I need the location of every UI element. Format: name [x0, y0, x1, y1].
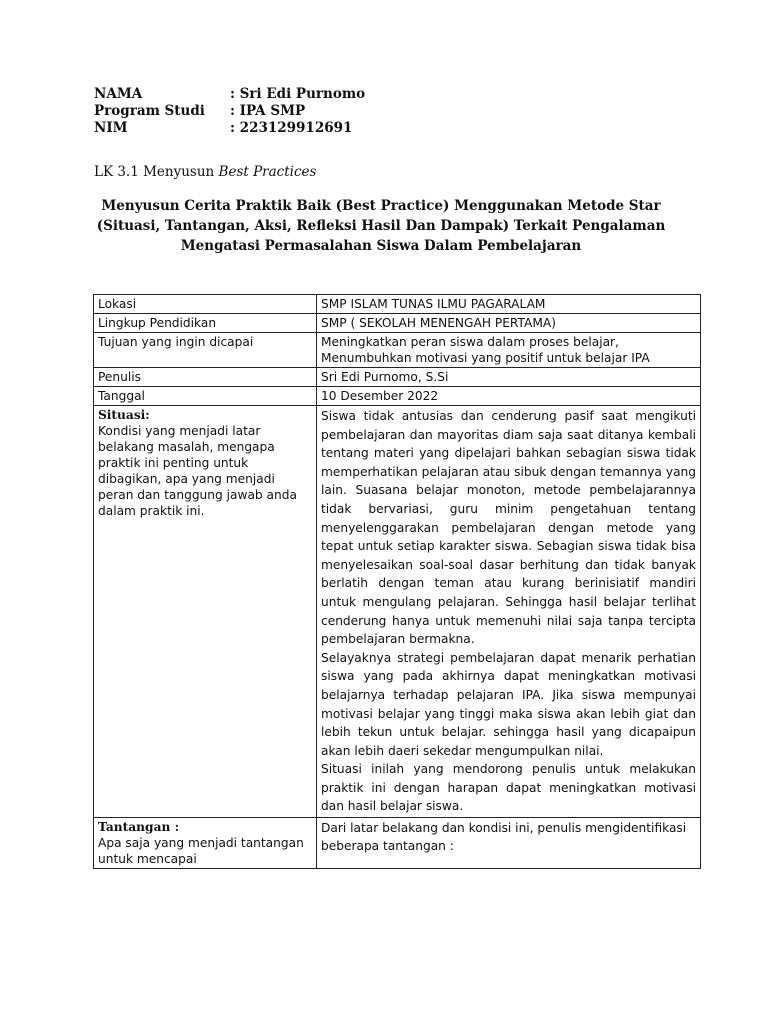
row-value: Sri Edi Purnomo, S.Si: [317, 368, 701, 387]
worksheet-heading-prefix: LK 3.1 Menyusun: [94, 164, 219, 180]
table-row-lingkup: [94, 314, 701, 333]
row-label: Penulis: [94, 368, 317, 387]
identity-value: : Sri Edi Purnomo: [230, 86, 366, 102]
row-value: SMP ISLAM TUNAS ILMU PAGARALAM: [317, 295, 701, 314]
table-row-situasi: [94, 406, 701, 818]
table-row-tujuan: [94, 333, 701, 368]
document-title: Menyusun Cerita Praktik Baik (Best Practice) Menggunakan Metode Star (Situasi, Tantangan, Aksi, Refleksi Hasil Dan Dampak) Terkait Pengalaman Mengatasi Permasalahan Siswa Dalam Pembelajaran: [96, 198, 666, 254]
identity-label: NIM: [94, 120, 128, 136]
identity-row-nama: [94, 86, 365, 103]
identity-block: [94, 86, 365, 137]
tantangan-description: Apa saja yang menjadi tantangan untuk mencapai: [98, 836, 304, 867]
table-row-tantangan: [94, 818, 701, 869]
row-label: Tujuan yang ingin dicapai: [94, 333, 317, 368]
table-row-penulis: [94, 368, 701, 387]
row-label: Lingkup Pendidikan: [94, 314, 317, 333]
situasi-paragraph: Siswa tidak antusias dan cenderung pasif saat mengikuti pembelajaran dan mayoritas diam saja saat ditanya kembali tentang materi yang dipelajari bahkan sebagian siswa tidak memperhatikan pelajaran atau sibuk dengan temannya yang lain. Suasana belajar monoton, metode pembelajarannya tidak bervariasi, guru minim pengetahuan tentang menyelenggarakan pembelajaran dengan metode yang tepat untuk setiap karakter siswa. Sebagian siswa tidak bisa menyelesaikan soal-soal dasar berhitung dan tidak banyak berlatih dengan teman atau kurang berinisiatif mandiri untuk mengulang pelajaran. Sehingga hasil belajar terlihat cenderung hanya untuk memenuhi nilai saja tanpa tercipta pembelajaran bermakna.: [321, 409, 696, 647]
identity-value: : 223129912691: [230, 120, 353, 136]
row-label: Tanggal: [94, 387, 317, 406]
table-row-tanggal: [94, 387, 701, 406]
situasi-heading: Situasi:: [98, 408, 150, 422]
situasi-paragraph: Selayaknya strategi pembelajaran dapat menarik perhatian siswa yang pada akhirnya dapat meningkatkan motivasi belajarnya terhadap pelajaran IPA. Jika siswa mempunyai motivasi belajar yang tinggi maka siswa akan lebih giat dan lebih tekun untuk belajar. sehingga hasil yang dicapaipun akan lebih daeri sekedar mengumpulkan nilai.: [321, 650, 696, 758]
tantangan-content: Dari latar belakang dan kondisi ini, penulis mengidentifikasi beberapa tantangan :: [317, 818, 701, 869]
situasi-label-cell: [94, 406, 317, 818]
best-practice-table: [93, 294, 701, 869]
row-value: 10 Desember 2022: [317, 387, 701, 406]
situasi-paragraph: Situasi inilah yang mendorong penulis untuk melakukan praktik ini dengan harapan dapat meningkatkan motivasi dan hasil belajar siswa.: [321, 762, 696, 814]
identity-row-nim: [94, 120, 365, 137]
identity-value: : IPA SMP: [230, 103, 306, 119]
row-value: SMP ( SEKOLAH MENENGAH PERTAMA): [317, 314, 701, 333]
row-label: Lokasi: [94, 295, 317, 314]
row-value: Meningkatkan peran siswa dalam proses belajar, Menumbuhkan motivasi yang positif untuk belajar IPA: [317, 333, 701, 368]
worksheet-heading-italic: Best Practices: [218, 164, 317, 180]
identity-row-program-studi: [94, 103, 365, 120]
identity-label: Program Studi: [94, 103, 205, 119]
tantangan-label-cell: [94, 818, 317, 869]
table-row-lokasi: [94, 295, 701, 314]
situasi-description: Kondisi yang menjadi latar belakang masalah, mengapa praktik ini penting untuk dibagikan, apa yang menjadi peran dan tanggung jawab anda dalam praktik ini.: [98, 424, 297, 518]
worksheet-heading: [94, 164, 316, 180]
situasi-content: [317, 406, 701, 818]
tantangan-heading: Tantangan :: [98, 820, 180, 835]
identity-label: NAMA: [94, 86, 143, 102]
